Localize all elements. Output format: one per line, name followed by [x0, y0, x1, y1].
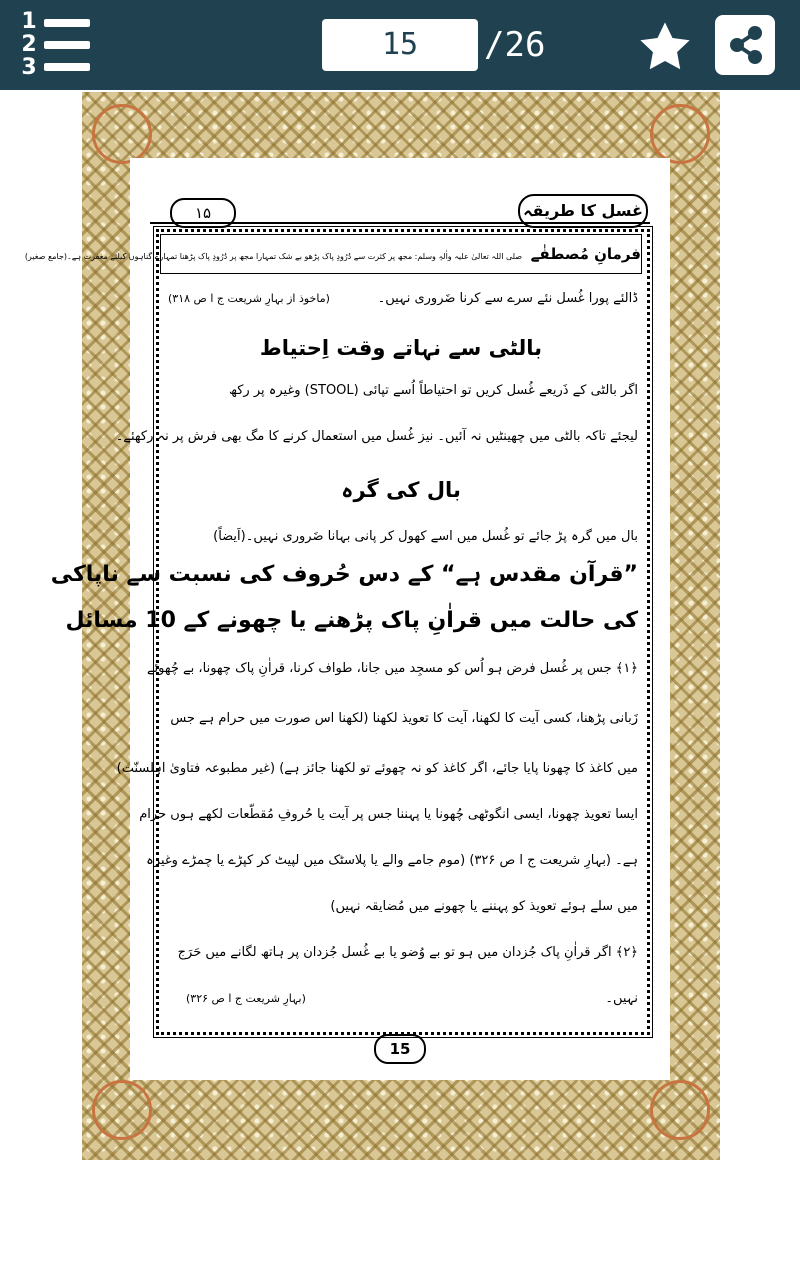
paragraph-line: لیجئے تاکہ بالٹی میں چھینٹیں نہ آئیں۔ نیز غُسل میں استعمال کرنے کا مگ بھی فرش پر نہ رکھئے۔ — [115, 429, 638, 444]
hadith-banner — [24, 234, 642, 274]
star-bookmark-icon[interactable] — [636, 18, 694, 76]
title-line: کی حالت میں قراٰنِ پاک پڑھنے یا چھونے کے 10 مسائل — [65, 608, 638, 633]
border-corner-ornament — [650, 1080, 710, 1140]
banner-title: فرمانِ مُصطفٰے — [530, 245, 641, 263]
ruling-line: ﴿۱﴾ جس پر غُسل فرض ہو اُس کو مسجِد میں جانا، طواف کرنا، قراٰنِ پاک چھونا، بے چُھوئے — [146, 661, 638, 676]
banner-text: صلی اللہ تعالیٰ علیہ واٰلہٖ وسلم: مجھ پر کثرت سے دُرُودِ پاک پڑھو بے شک تمہارا مجھ پر دُرُودِ پاک پڑھنا تمہارے گناہوں کیلئے مغفرت ہے۔(جامع صغیر) — [24, 252, 523, 261]
chapter-title: غسل کا طریقہ — [518, 194, 648, 228]
reference: (بہارِ شریعت ج ا ص ۳۲۶) — [186, 992, 306, 1005]
ruling-line: میں سلے ہوئے تعویذ کو پہننے یا چھونے میں مُضایقہ نہیں) — [330, 899, 638, 914]
total-pages-label: /26 — [484, 25, 546, 65]
list-digits: 1 2 3 — [21, 9, 37, 80]
ruling-line: ﴿۲﴾ اگر قراٰنِ پاک جُزدان میں ہو تو بے وُضو یا بے غُسل جُزدان پر ہاتھ لگانے میں حَرَج — [177, 945, 638, 960]
share-button[interactable] — [715, 15, 775, 75]
ruling-line: میں کاغذ کا چھونا پایا جائے، اگر کاغذ کو نہ چھوئے تو لکھنا جائز ہے) (غیر مطبوعہ فتاویٰ اہلسنّت) — [116, 761, 638, 776]
list-bar — [44, 63, 90, 71]
list-bar — [44, 19, 90, 27]
footer-page-number: 15 — [374, 1034, 426, 1064]
ruling-line: ایسا تعویذ چھونا، ایسی انگوٹھی چُھونا یا پہننا جس پر آیت یا حُروفِ مُقطّعات لکھے ہوں حرام — [139, 807, 638, 822]
header-divider — [150, 222, 650, 224]
paragraph: بال میں گرہ پڑ جائے تو غُسل میں اسے کھول کر پانی بہانا ضَروری نہیں۔(اَیضاً) — [213, 529, 638, 544]
share-icon — [715, 15, 775, 75]
reference: (ماخوذ از بہارِ شریعت ج ا ص ۳۱۸) — [168, 292, 330, 305]
ruling-line: نہیں۔ — [605, 991, 638, 1006]
paragraph-line: اگر بالٹی کے ذَریعے غُسل کریں تو احتیاطاً اُسے تپائی (STOOL) وغیرہ پر رکھ — [229, 383, 638, 398]
header-page-number: ۱۵ — [170, 198, 236, 228]
ruling-line: ہے۔ (بہارِ شریعت ج ا ص ۳۲۶) (موم جامے والے یا پلاسٹک میں لپیٹ کر کپڑے یا چمڑے وغیرہ — [146, 853, 638, 868]
border-corner-ornament — [92, 104, 152, 164]
page-list-icon[interactable] — [18, 10, 92, 82]
page-number-input[interactable]: 15 — [322, 19, 478, 71]
border-corner-ornament — [650, 104, 710, 164]
border-corner-ornament — [92, 1080, 152, 1140]
ruling-line: زَبانی پڑھنا، کسی آیت کا لکھنا، آیت کا تعویذ لکھنا (لکھنا اس صورت میں حرام ہے جس — [170, 711, 638, 726]
section-heading: بالٹی سے نہاتے وقت اِحتیاط — [259, 336, 543, 360]
list-bar — [44, 41, 90, 49]
top-toolbar — [0, 0, 800, 90]
title-line: ”قرآن مقدس ہے“ کے دس حُروف کی نسبت سے ناپاکی — [50, 562, 638, 587]
section-heading: بال کی گرہ — [341, 478, 461, 502]
paragraph: ڈالئے پورا غُسل نئے سرے سے کرنا ضَروری نہیں۔ — [377, 291, 638, 306]
